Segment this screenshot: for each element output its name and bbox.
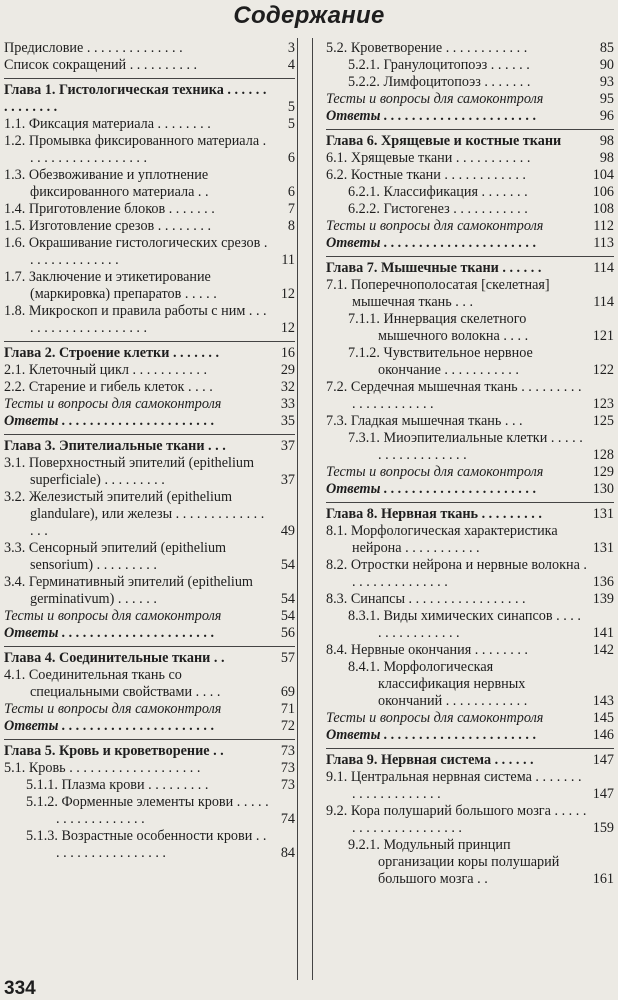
toc-entry-page: 5 [287,116,295,132]
toc-entry-page: 113 [593,235,614,251]
toc-section[interactable] [4,133,295,167]
toc-entry-page: 12 [280,286,295,302]
toc-entry-title: 7.3.1. Миоэпителиальные клетки . . . . . . . . . . . . . . . . . . [348,430,583,463]
toc-section[interactable] [326,379,614,413]
toc-section[interactable] [326,40,614,57]
toc-entry-page: 37 [280,438,295,454]
toc-entry-page: 85 [599,40,614,56]
toc-entry-title: 1.7. Заключение и этикетирование (маркировка) препаратов . . . . . [4,269,217,302]
toc-entry-page: 90 [599,57,614,73]
toc-entry-title: 7.1.2. Чувствительное нервное окончание . . . . . . . . . . . [348,345,533,378]
toc-section[interactable] [4,218,295,235]
toc-entry-title: 1.4. Приготовление блоков . . . . . . . [4,201,215,217]
toc-entry-title: 6.1. Хрящевые ткани . . . . . . . . . . . [326,150,531,166]
toc-entry-page: 69 [280,684,295,700]
toc-entry-page: 96 [599,108,614,124]
toc-subsection[interactable] [4,828,295,862]
toc-section[interactable] [326,769,614,803]
toc-entry-page: 16 [280,345,295,361]
toc-chapter[interactable] [4,78,295,116]
toc-entry-page: 122 [592,362,614,378]
toc-section[interactable] [4,667,295,701]
toc-entry-page: 8 [287,218,295,234]
toc-section[interactable] [326,523,614,557]
toc-entry-page: 33 [280,396,295,412]
toc-entry-title: 3.2. Железистый эпителий (epithelium glandulare), или железы . . . . . . . . . . . . . . . . [4,489,265,539]
toc-entry-title: 9.2. Кора полушарий большого мозга . . . . . . . . . . . . . . . . . . . . . [326,803,587,836]
toc-chapter[interactable] [4,646,295,667]
toc-entry-title: 5.1.1. Плазма крови . . . . . . . . . [26,777,209,793]
toc-entry-title: Предисловие . . . . . . . . . . . . . . [4,40,183,56]
toc-entry-page: 56 [280,625,295,641]
toc-entry-page: 147 [592,786,614,802]
toc-entry-title: Тесты и вопросы для самоконтроля [4,608,222,624]
toc-entry-page: 54 [280,557,295,573]
toc-entry-title: 6.2.1. Классификация . . . . . . . [348,184,528,200]
toc-entry-title: Глава 7. Мышечные ткани . . . . . . [326,260,542,276]
toc-entry-page: 6 [287,184,295,200]
toc-entry-title: 6.2. Костные ткани . . . . . . . . . . . . [326,167,526,183]
toc-entry-page: 142 [592,642,614,658]
toc-entry-page: 5 [287,99,295,115]
toc-entry-title: 8.2. Отростки нейрона и нервные волокна . . . . . . . . . . . . . . . [326,557,587,590]
toc-section[interactable] [4,167,295,201]
toc-entry-title: 5.1. Кровь . . . . . . . . . . . . . . . . . . . [4,760,201,776]
toc-subsection[interactable] [326,184,614,201]
toc-entry-title: Глава 4. Соединительные ткани . . [4,650,225,666]
toc-entry-page: 106 [592,184,614,200]
toc-entry-title: 1.3. Обезвоживание и уплотнение фиксированного материала . . [4,167,209,200]
toc-column-left [4,40,295,862]
toc-entry-title: 1.2. Промывка фиксированного материала . . . . . . . . . . . . . . . . . . [4,133,267,166]
toc-self-test[interactable] [4,608,295,625]
toc-chapter[interactable] [326,256,614,277]
toc-self-test[interactable] [4,701,295,718]
toc-answers[interactable] [4,413,295,430]
toc-section[interactable] [326,413,614,430]
toc-section[interactable] [326,557,614,591]
toc-entry-title: 1.8. Микроскоп и правила работы с ним . . . . . . . . . . . . . . . . . . . . [4,303,267,336]
toc-section[interactable] [4,57,295,74]
toc-section[interactable] [326,642,614,659]
toc-entry-page: 123 [592,396,614,412]
toc-entry-title: Тесты и вопросы для самоконтроля [326,91,544,107]
toc-self-test[interactable] [326,91,614,108]
toc-subsection[interactable] [326,659,614,710]
toc-subsection[interactable] [326,311,614,345]
toc-subsection[interactable] [4,794,295,828]
toc-entry-title: Ответы . . . . . . . . . . . . . . . . . . . . . . [4,718,215,734]
toc-entry-title: 2.2. Старение и гибель клеток . . . . [4,379,213,395]
toc-chapter[interactable] [326,129,614,150]
toc-entry-title: 2.1. Клеточный цикл . . . . . . . . . . . [4,362,207,378]
toc-entry-title: Ответы . . . . . . . . . . . . . . . . . . . . . . [326,235,537,251]
toc-entry-page: 12 [280,320,295,336]
toc-entry-page: 7 [287,201,295,217]
toc-subsection[interactable] [4,777,295,794]
toc-entry-page: 125 [592,413,614,429]
toc-entry-page: 49 [280,523,295,539]
toc-entry-page: 29 [280,362,295,378]
toc-answers[interactable] [326,481,614,498]
toc-subsection[interactable] [326,201,614,218]
toc-entry-page: 108 [592,201,614,217]
toc-entry-title: 1.6. Окрашивание гистологических срезов . . . . . . . . . . . . . . [4,235,268,268]
toc-entry-title: Ответы . . . . . . . . . . . . . . . . . . . . . . [4,625,215,641]
toc-entry-title: 8.3.1. Виды химических синапсов . . . . . . . . . . . . . . . . [348,608,581,641]
toc-entry-page: 131 [592,506,614,522]
toc-entry-page: 3 [287,40,295,56]
toc-entry-title: Тесты и вопросы для самоконтроля [326,218,544,234]
toc-entry-title: 5.1.2. Форменные элементы крови . . . . . . . . . . . . . . . . . . [26,794,269,827]
toc-self-test[interactable] [326,710,614,727]
toc-entry-page: 4 [287,57,295,73]
toc-entry-page: 35 [280,413,295,429]
toc-section[interactable] [326,591,614,608]
column-divider-left [297,38,298,980]
toc-entry-title: Тесты и вопросы для самоконтроля [326,710,544,726]
toc-section[interactable] [4,269,295,303]
toc-entry-page: 73 [280,760,295,776]
toc-entry-title: 8.1. Морфологическая характеристика нейрона . . . . . . . . . . . [326,523,558,556]
toc-section[interactable] [4,201,295,218]
toc-entry-title: 8.4. Нервные окончания . . . . . . . . [326,642,528,658]
toc-entry-title: Тесты и вопросы для самоконтроля [4,701,222,717]
toc-entry-title: Глава 1. Гистологическая техника . . . . . . . . . . . . . . [4,82,267,115]
toc-entry-page: 71 [280,701,295,717]
toc-subsection[interactable] [326,837,614,888]
toc-entry-title: 9.2.1. Модульный принцип организации коры полушарий большого мозга . . [348,837,560,887]
toc-entry-title: Глава 5. Кровь и кроветворение . . [4,743,224,759]
toc-section[interactable] [4,455,295,489]
toc-self-test[interactable] [4,396,295,413]
toc-entry-page: 141 [592,625,614,641]
toc-entry-title: 5.1.3. Возрастные особенности крови . . . . . . . . . . . . . . . . . . [26,828,267,861]
toc-answers[interactable] [326,235,614,252]
toc-entry-page: 73 [280,743,295,759]
toc-section[interactable] [326,167,614,184]
toc-entry-title: 6.2.2. Гистогенез . . . . . . . . . . . [348,201,528,217]
toc-entry-title: Глава 8. Нервная ткань . . . . . . . . . [326,506,542,522]
page-title: Содержание [233,2,385,29]
toc-answers[interactable] [326,108,614,125]
toc-entry-title: Глава 3. Эпителиальные ткани . . . [4,438,226,454]
toc-entry-page: 145 [592,710,614,726]
toc-entry-page: 54 [280,591,295,607]
toc-entry-page: 114 [593,260,614,276]
toc-subsection[interactable] [326,74,614,91]
toc-entry-page: 98 [599,150,614,166]
toc-entry-title: 3.3. Сенсорный эпителий (epithelium sensorium) . . . . . . . . . [4,540,227,573]
toc-section[interactable] [4,489,295,540]
toc-chapter[interactable] [4,739,295,760]
toc-entry-title: 5.2.1. Гранулоцитопоэз . . . . . . [348,57,530,73]
toc-entry-title: 9.1. Центральная нервная система . . . . . . . . . . . . . . . . . . . . [326,769,582,802]
toc-chapter[interactable] [326,748,614,769]
toc-section[interactable] [4,379,295,396]
toc-entry-page: 121 [592,328,614,344]
toc-chapter[interactable] [4,434,295,455]
toc-self-test[interactable] [326,464,614,481]
toc-entry-title: 3.1. Поверхностный эпителий (epithelium superficiale) . . . . . . . . . [4,455,255,488]
toc-subsection[interactable] [326,608,614,642]
toc-section[interactable] [4,540,295,574]
toc-entry-page: 57 [280,650,295,666]
toc-entry-page: 74 [280,811,295,827]
toc-entry-title: Тесты и вопросы для самоконтроля [326,464,544,480]
toc-entry-title: 7.1. Поперечнополосатая [скелетная] мышечная ткань . . . [326,277,550,310]
toc-entry-title: Ответы . . . . . . . . . . . . . . . . . . . . . . [326,481,537,497]
toc-entry-page: 73 [280,777,295,793]
column-divider-right [312,38,313,980]
toc-entry-page: 139 [592,591,614,607]
toc-entry-page: 11 [281,252,295,268]
toc-entry-page: 72 [280,718,295,734]
toc-entry-page: 128 [592,447,614,463]
toc-entry-title: 1.5. Изготовление срезов . . . . . . . . [4,218,211,234]
toc-entry-page: 112 [593,218,614,234]
toc-entry-page: 131 [592,540,614,556]
toc-entry-title: 7.3. Гладкая мышечная ткань . . . [326,413,523,429]
toc-entry-title: 5.2.2. Лимфоцитопоэз . . . . . . . [348,74,531,90]
toc-entry-title: Ответы . . . . . . . . . . . . . . . . . . . . . . [4,413,215,429]
toc-entry-page: 37 [280,472,295,488]
toc-entry-title: Глава 2. Строение клетки . . . . . . . [4,345,220,361]
toc-entry-title: Глава 9. Нервная система . . . . . . [326,752,534,768]
toc-entry-page: 32 [280,379,295,395]
toc-section[interactable] [4,362,295,379]
toc-section[interactable] [326,150,614,167]
toc-entry-title: Ответы . . . . . . . . . . . . . . . . . . . . . . [326,727,537,743]
page-number: 334 [4,978,36,999]
toc-entry-page: 136 [592,574,614,590]
toc-self-test[interactable] [326,218,614,235]
toc-subsection[interactable] [326,345,614,379]
toc-entry-title: 8.3. Синапсы . . . . . . . . . . . . . . . . . [326,591,526,607]
toc-entry-title: 4.1. Соединительная ткань со специальными свойствами . . . . [4,667,221,700]
toc-entry-page: 159 [592,820,614,836]
toc-chapter[interactable] [326,502,614,523]
toc-entry-page: 93 [599,74,614,90]
toc-section[interactable] [4,235,295,269]
toc-entry-page: 146 [592,727,614,743]
toc-entry-title: 1.1. Фиксация материала . . . . . . . . [4,116,211,132]
toc-column-right [326,40,614,888]
toc-section[interactable] [4,116,295,133]
toc-subsection[interactable] [326,57,614,74]
toc-entry-title: Список сокращений . . . . . . . . . . [4,57,198,73]
toc-entry-page: 54 [280,608,295,624]
toc-entry-page: 147 [592,752,614,768]
toc-entry-title: Ответы . . . . . . . . . . . . . . . . . . . . . . [326,108,537,124]
toc-entry-title: 5.2. Кроветворение . . . . . . . . . . . . [326,40,528,56]
toc-answers[interactable] [4,718,295,735]
toc-entry-page: 130 [592,481,614,497]
toc-entry-page: 114 [593,294,614,310]
toc-entry-title: Тесты и вопросы для самоконтроля [4,396,222,412]
toc-entry-page: 161 [592,871,614,887]
toc-entry-page: 143 [592,693,614,709]
toc-entry-page: 104 [592,167,614,183]
toc-section[interactable] [4,303,295,337]
toc-entry-title: 7.1.1. Иннервация скелетного мышечного волокна . . . . [348,311,529,344]
toc-section[interactable] [4,760,295,777]
toc-entry-page: 95 [599,91,614,107]
toc-entry-page: 6 [287,150,295,166]
toc-chapter[interactable] [4,341,295,362]
toc-section[interactable] [4,574,295,608]
toc-section[interactable] [326,277,614,311]
toc-entry-title: Глава 6. Хрящевые и костные ткани [326,133,562,149]
toc-section[interactable] [4,40,295,57]
toc-entry-title: 3.4. Герминативный эпителий (epithelium germinativum) . . . . . . [4,574,253,607]
toc-entry-page: 129 [592,464,614,480]
toc-subsection[interactable] [326,430,614,464]
toc-answers[interactable] [326,727,614,744]
toc-entry-page: 84 [280,845,295,861]
toc-answers[interactable] [4,625,295,642]
toc-entry-title: 7.2. Сердечная мышечная ткань . . . . . . . . . . . . . . . . . . . . . [326,379,582,412]
toc-section[interactable] [326,803,614,837]
toc-entry-title: 8.4.1. Морфологическая классификация нервных окончаний . . . . . . . . . . . . [348,659,528,709]
toc-entry-page: 98 [599,133,614,149]
